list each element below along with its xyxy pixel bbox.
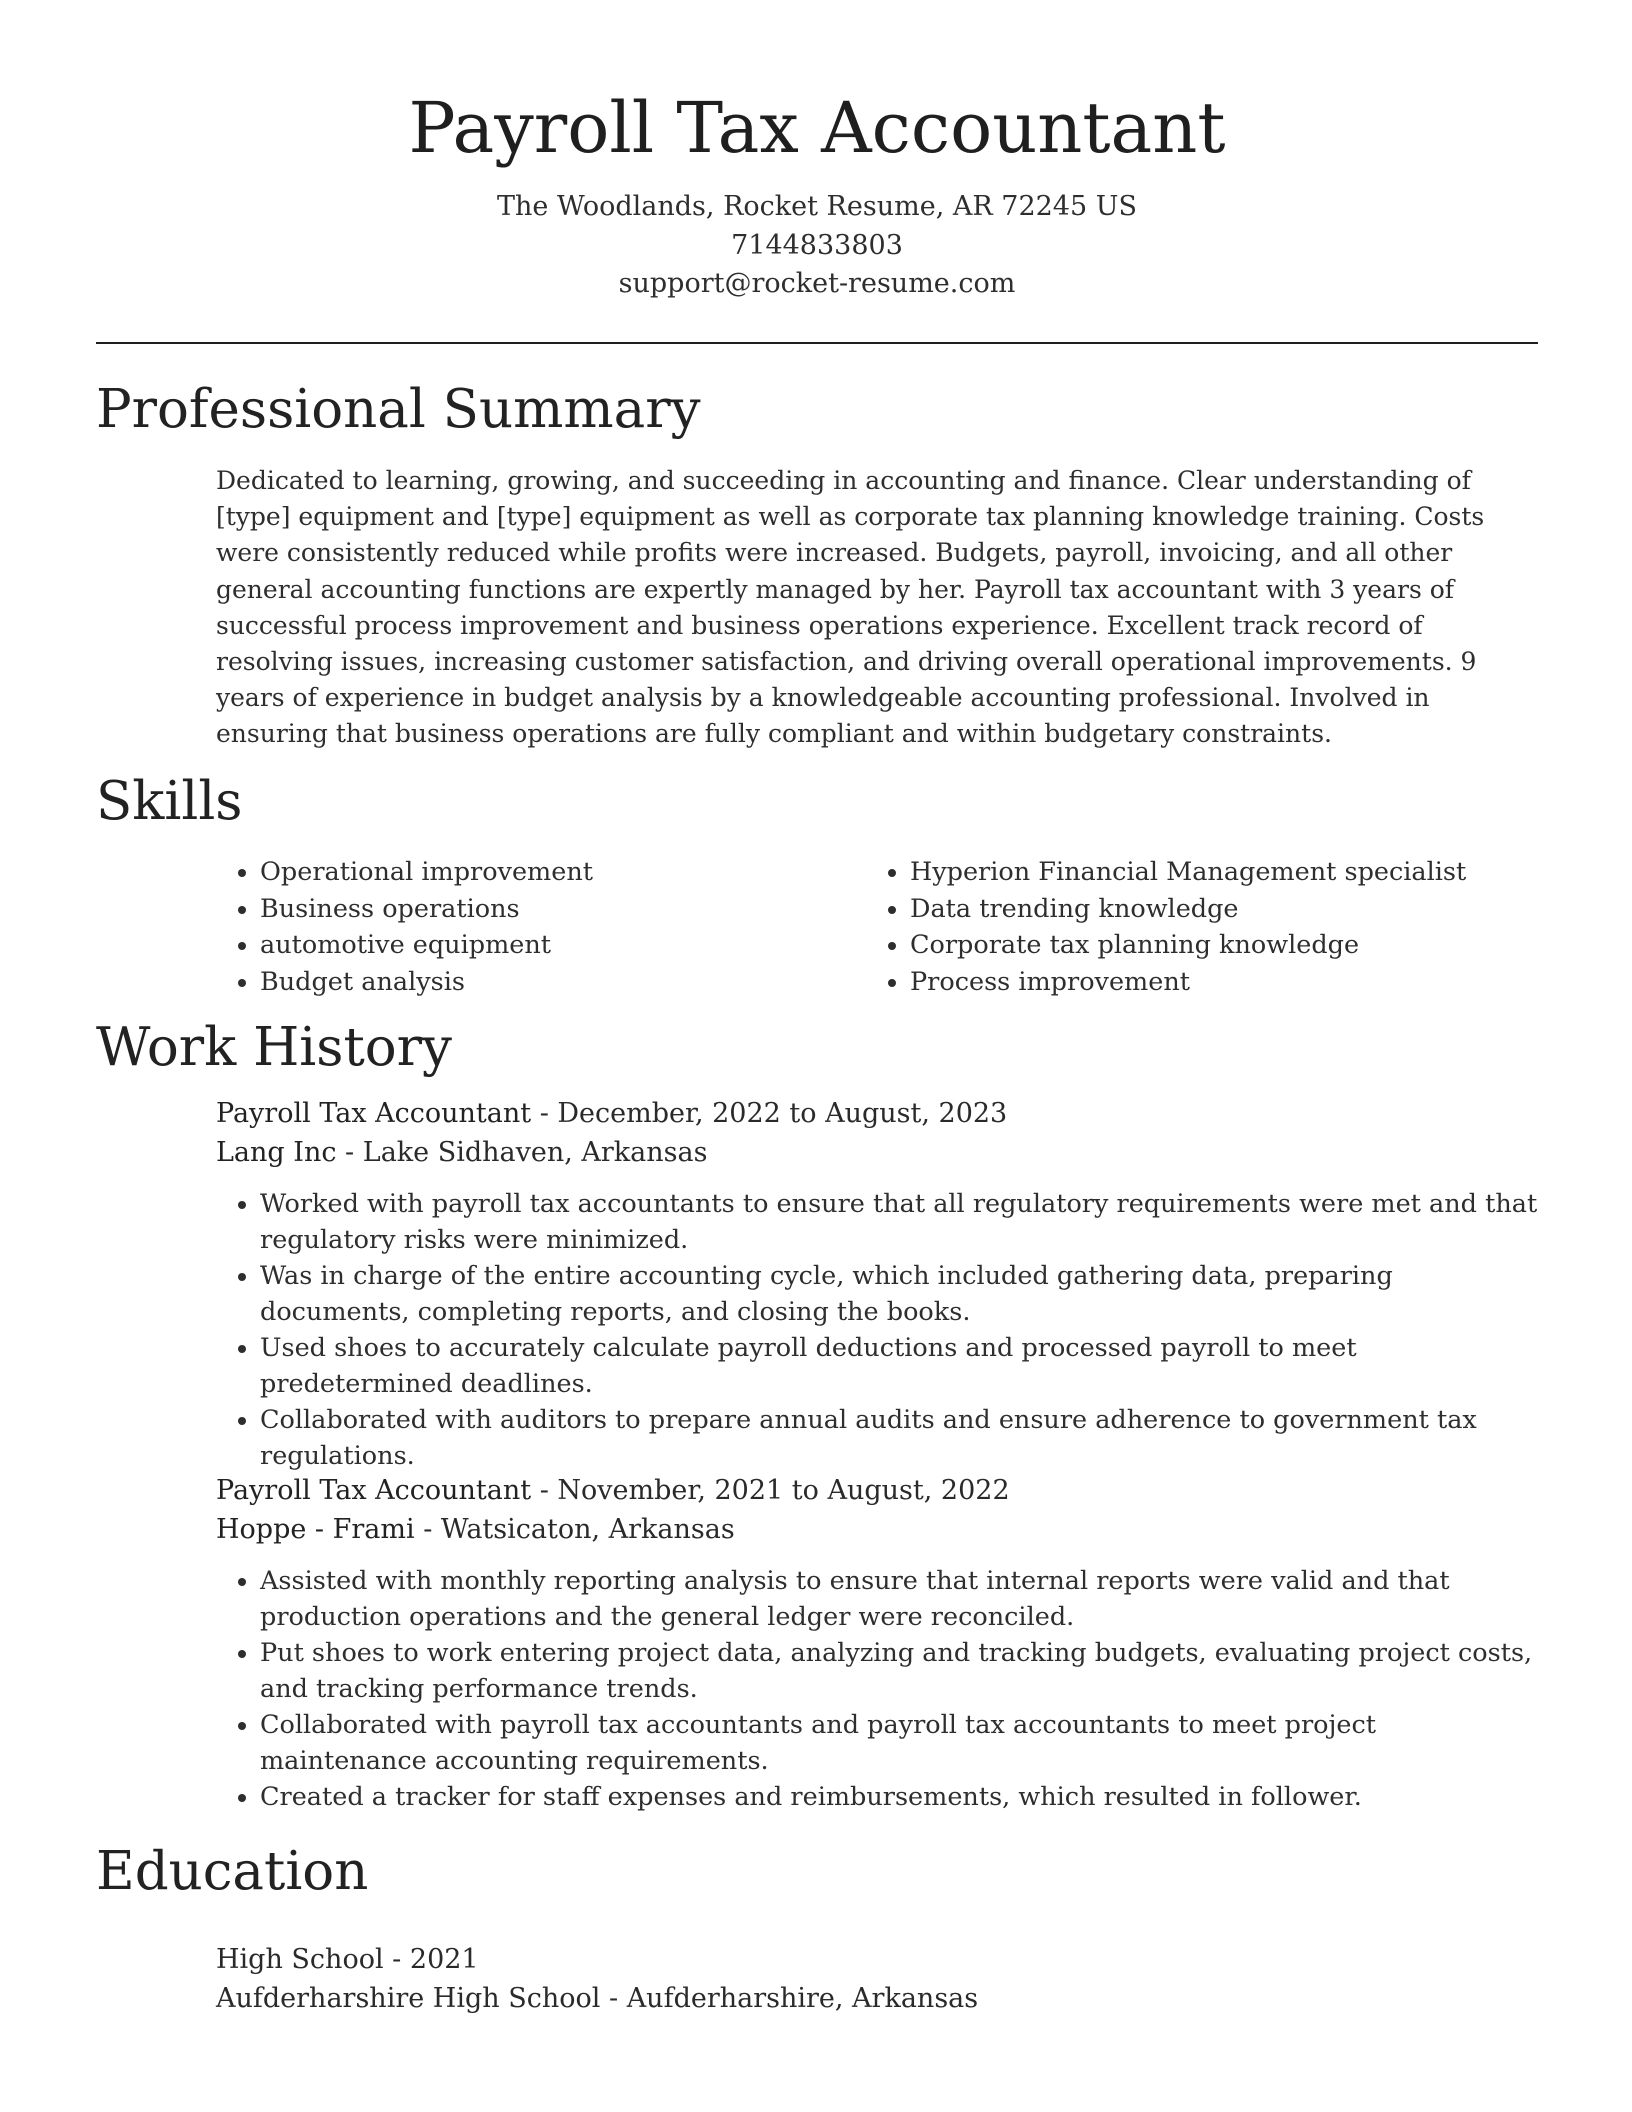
job-position: Payroll Tax Accountant — [216, 1475, 532, 1506]
job-dates: November, 2021 to August, 2022 — [557, 1475, 1010, 1506]
education-degree-line: High School - 2021 — [216, 1944, 479, 1975]
job-company-line: Hoppe - Frami - Watsicaton, Arkansas — [216, 1513, 735, 1545]
job-entry — [216, 1095, 1546, 1474]
job-company: Hoppe - Frami — [216, 1513, 415, 1545]
contact-email: support@rocket-resume.com — [618, 268, 1016, 299]
education-school-line: Aufderharshire High School - Aufderharshire, Arkansas — [216, 1983, 979, 2014]
job-bullet: • Collaborated with payroll tax accountants and payroll tax accountants to meet project maintenance accounting requirements. — [260, 1707, 1546, 1779]
job-dates: December, 2022 to August, 2023 — [557, 1098, 1008, 1129]
contact-phone: 7144833803 — [731, 229, 903, 261]
job-bullets — [216, 1186, 1546, 1474]
skill-item: • Corporate tax planning knowledge — [910, 927, 1516, 964]
job-bullet: • Worked with payroll tax accountants to ensure that all regulatory requirements were met and that regulatory risks were minimized. — [260, 1186, 1546, 1258]
work-history-heading: Work History — [96, 1017, 452, 1078]
skills-column-right — [866, 854, 1516, 1000]
job-bullet: • Collaborated with auditors to prepare annual audits and ensure adherence to government tax regulations. — [260, 1402, 1546, 1474]
job-title-line: Payroll Tax Accountant - November, 2021 to August, 2022 — [216, 1475, 1010, 1506]
job-location: Lake Sidhaven, Arkansas — [362, 1136, 708, 1168]
resume-header — [96, 78, 1538, 304]
job-company: Lang Inc — [216, 1136, 337, 1168]
skills-heading: Skills — [96, 771, 243, 832]
job-position: Payroll Tax Accountant — [216, 1098, 532, 1129]
skill-item: • Budget analysis — [260, 964, 866, 1001]
skills-column-left — [216, 854, 866, 1000]
summary-heading: Professional Summary — [96, 379, 701, 440]
education-school: Aufderharshire High School — [216, 1983, 601, 2014]
skill-item: • Data trending knowledge — [910, 891, 1516, 928]
job-bullet: • Assisted with monthly reporting analysis to ensure that internal reports were valid and that production operations and the general ledger were reconciled. — [260, 1563, 1546, 1635]
resume-name: Payroll Tax Accountant — [408, 87, 1226, 169]
skill-item: • automotive equipment — [260, 927, 866, 964]
contact-address: The Woodlands, Rocket Resume, AR 72245 US — [496, 191, 1137, 222]
job-entry — [216, 1472, 1546, 1815]
education-degree: High School — [216, 1944, 384, 1975]
education-entry — [216, 1940, 1516, 2018]
job-bullet: • Was in charge of the entire accounting cycle, which included gathering data, preparing documents, completing reports, and closing the books. — [260, 1258, 1546, 1330]
job-bullet: • Put shoes to work entering project data, analyzing and tracking budgets, evaluating project costs, and tracking performance trends. — [260, 1635, 1546, 1707]
education-year: 2021 — [409, 1944, 479, 1975]
job-bullet: • Used shoes to accurately calculate payroll deductions and processed payroll to meet predetermined deadlines. — [260, 1330, 1546, 1402]
skill-item: • Operational improvement — [260, 854, 866, 891]
summary-text: Dedicated to learning, growing, and succeeding in accounting and finance. Clear understanding of [type] equipment and [type] equipment as well as corporate tax planning knowledge training. Costs were consistently reduced while profits were increased. Budgets, payroll, invoicing, and all other general accounting functions are expertly managed by her. Payroll tax accountant with 3 years of successful process improvement and business operations experience. Excellent track record of resolving issues, increasing customer satisfaction, and driving overall operational improvements. 9 years of experience in budget analysis by a knowledgeable accounting professional. Involved in ensuring that business operations are fully compliant and within budgetary constraints. — [216, 466, 1485, 749]
skill-item: • Process improvement — [910, 964, 1516, 1001]
job-bullet: • Created a tracker for staff expenses and reimbursements, which resulted in follower. — [260, 1779, 1546, 1815]
education-location: Aufderharshire, Arkansas — [626, 1983, 979, 2014]
job-bullets — [216, 1563, 1546, 1815]
skills-list — [216, 854, 1538, 1000]
contact-block — [96, 188, 1538, 304]
education-heading: Education — [96, 1841, 369, 1902]
header-divider — [96, 342, 1538, 344]
job-title-line: Payroll Tax Accountant - December, 2022 to August, 2023 — [216, 1098, 1008, 1129]
skill-item: • Hyperion Financial Management specialist — [910, 854, 1516, 891]
job-company-line: Lang Inc - Lake Sidhaven, Arkansas — [216, 1136, 708, 1168]
skill-item: • Business operations — [260, 891, 866, 928]
job-location: Watsicaton, Arkansas — [440, 1513, 735, 1545]
